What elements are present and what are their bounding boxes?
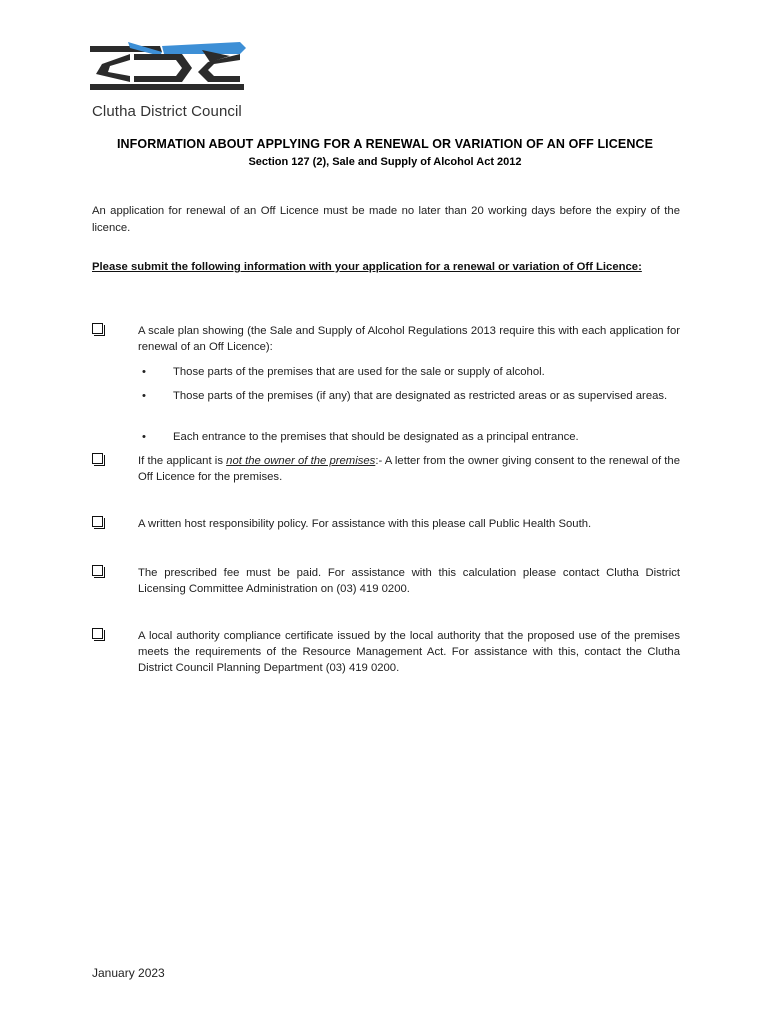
checkbox-icon[interactable] <box>92 323 103 334</box>
checkbox-icon[interactable] <box>92 565 103 576</box>
bullet-icon: • <box>142 390 146 402</box>
page-subtitle: Section 127 (2), Sale and Supply of Alcohol Act 2012 <box>248 156 522 168</box>
checkbox-icon[interactable] <box>92 628 103 639</box>
bullet-icon: • <box>142 366 146 378</box>
page-title: INFORMATION ABOUT APPLYING FOR A RENEWAL OR VARIATION OF AN OFF LICENCE <box>116 137 654 151</box>
logo-text: Clutha District Council <box>92 103 242 120</box>
checkbox-icon[interactable] <box>92 516 103 527</box>
item-text: A scale plan showing (the Sale and Supply of Alcohol Regulations 2013 require this with each application for renewal of an Off Licence): <box>138 325 680 353</box>
item-text-emphasis: not the owner of the premises <box>226 455 376 467</box>
bullet-text: Those parts of the premises (if any) that are designated as restricted areas or as supervised areas. <box>173 390 668 402</box>
item-text: A local authority compliance certificate issued by the local authority that the proposed use of the premises meets the requirements of the Resource Management Act. For assistance with this, contact the Clutha District Council Planning Department (03) 419 0200. <box>138 630 680 674</box>
item-text <box>138 453 680 485</box>
item-text-prefix: If the applicant is <box>138 455 227 467</box>
item-text: A written host responsibility policy. For assistance with this please call Public Health South. <box>138 518 592 530</box>
footer-date: January 2023 <box>92 966 165 980</box>
council-logo <box>90 42 250 124</box>
bullet-text: Those parts of the premises that are used for the sale or supply of alcohol. <box>173 366 545 378</box>
checklist-heading: Please submit the following information with your application for a renewal or variation of Off Licence: <box>92 261 642 273</box>
cdc-wave-logo-icon <box>90 42 250 104</box>
checkbox-icon[interactable] <box>92 453 103 464</box>
bullet-text: Each entrance to the premises that should be designated as a principal entrance. <box>173 431 579 443</box>
item-text: The prescribed fee must be paid. For assistance with this calculation please contact Clutha District Licensing Committee Administration on (03) 419 0200. <box>138 567 680 595</box>
intro-paragraph: An application for renewal of an Off Licence must be made no later than 20 working days before the expiry of the licence. <box>92 205 680 234</box>
item-text-suffix: :- A letter from the owner giving consent to the renewal of the Off Licence for the premises. <box>138 455 680 483</box>
bullet-icon: • <box>142 431 146 443</box>
